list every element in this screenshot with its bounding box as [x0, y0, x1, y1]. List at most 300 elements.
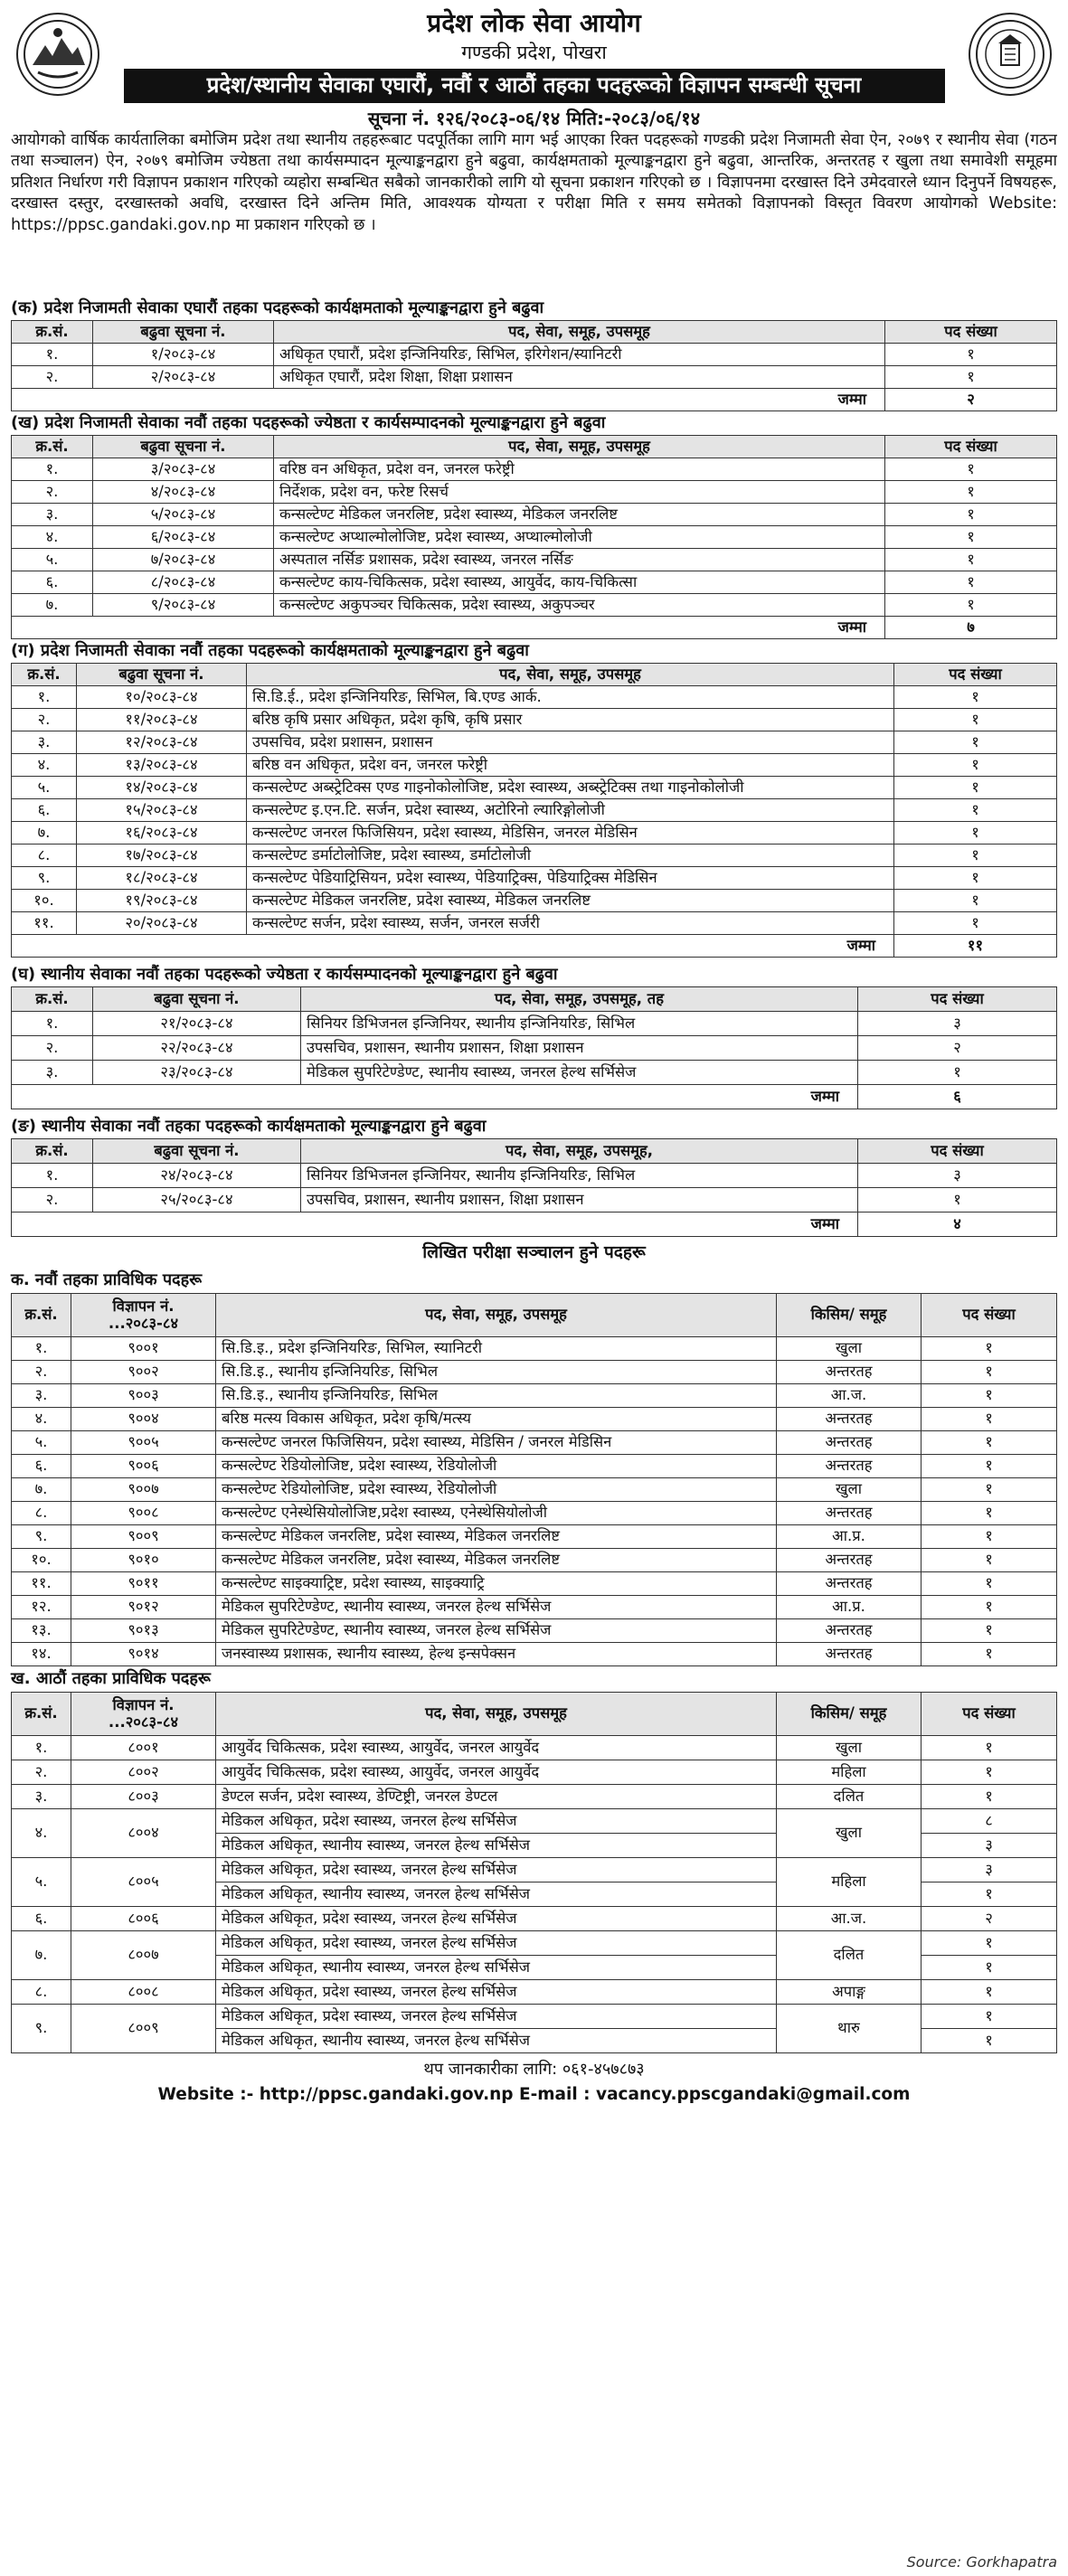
- table-row: [12, 1549, 1057, 1572]
- col-header: क्र.सं.: [12, 664, 77, 686]
- notice-no-cell: ५/२०८३-८४: [93, 504, 274, 526]
- serial-cell: २.: [12, 709, 77, 731]
- count-cell: १: [894, 777, 1057, 799]
- col-header: किसिम/ समूह: [777, 1693, 922, 1736]
- adv-no-cell: ९०१२: [71, 1596, 216, 1619]
- section-kha-table: [11, 435, 1057, 639]
- type-cell: महिला: [777, 1760, 922, 1785]
- table-row: [12, 822, 1057, 845]
- total-row: [12, 935, 1057, 958]
- org-name: प्रदेश लोक सेवा आयोग: [427, 8, 641, 38]
- table-row: [12, 594, 1057, 617]
- total-label: जम्मा: [12, 389, 885, 411]
- count-cell: १: [894, 867, 1057, 890]
- adv-no-cell: ९००२: [71, 1361, 216, 1384]
- table-row: [12, 1643, 1057, 1666]
- contact-phone: थप जानकारीका लागि: ०६१-४५७८७३: [423, 2060, 645, 2079]
- serial-cell: ८.: [12, 1980, 71, 2005]
- commission-seal-icon: [969, 13, 1052, 96]
- count-cell: १: [894, 890, 1057, 912]
- footer: [11, 2057, 1057, 2108]
- post-cell: कन्सल्टेण्ट मेडिकल जनरलिष्ट, प्रदेश स्वास्थ्य, मेडिकल जनरलिष्ट: [274, 504, 885, 526]
- adv-no-cell: ९००३: [71, 1384, 216, 1408]
- adv-no-cell: ८००१: [71, 1736, 216, 1760]
- table-header-row: [12, 664, 1057, 686]
- post-cell: कन्सल्टेण्ट अब्स्ट्रेटिक्स एण्ड गाइनोकोलोजिष्ट, प्रदेश स्वास्थ्य, अब्स्ट्रेटिक्स तथा गाइनोकोलोजी: [247, 777, 894, 799]
- notice-no-cell: २४/२०८३-८४: [93, 1164, 301, 1188]
- total-row: [12, 389, 1057, 411]
- col-header: विज्ञापन नं. ...२०८३-८४: [71, 1693, 216, 1736]
- table-row: [12, 890, 1057, 912]
- serial-cell: १.: [12, 1736, 71, 1760]
- serial-cell: ९.: [12, 2005, 71, 2053]
- notice-no-cell: ६/२०८३-८४: [93, 526, 274, 549]
- table-row: [12, 1408, 1057, 1431]
- table-row: [12, 1036, 1057, 1061]
- post-cell: आयुर्वेद चिकित्सक, प्रदेश स्वास्थ्य, आयुर्वेद, जनरल आयुर्वेद: [216, 1736, 777, 1760]
- source-credit: Source: Gorkhapatra: [906, 2553, 1057, 2571]
- serial-cell: १३.: [12, 1619, 71, 1643]
- serial-cell: ५.: [12, 549, 93, 571]
- adv-no-cell: ८००७: [71, 1931, 216, 1980]
- col-header: बढुवा सूचना नं.: [93, 987, 301, 1012]
- col-header: बढुवा सूचना नं.: [93, 1139, 301, 1164]
- count-cell: ३: [922, 1834, 1057, 1858]
- notice-no-cell: १९/२०८३-८४: [77, 890, 247, 912]
- col-header: पद संख्या: [922, 1693, 1057, 1736]
- adv-no-cell: ९०१४: [71, 1643, 216, 1666]
- table-header-row: [12, 1693, 1057, 1736]
- adv-no-cell: ९००८: [71, 1502, 216, 1525]
- count-cell: ३: [858, 1012, 1057, 1036]
- count-cell: १: [922, 1549, 1057, 1572]
- post-cell: सिनियर डिभिजनल इन्जिनियर, स्थानीय इन्जिनियरिङ, सिभिल: [301, 1012, 858, 1036]
- count-cell: १: [894, 731, 1057, 754]
- post-cell: सि.डि.इ., स्थानीय इन्जिनियरिङ, सिभिल: [216, 1361, 777, 1384]
- notice-number: सूचना नं. १२६/२०८३-०६/१४ मिति:-२०८३/०६/१४: [367, 108, 701, 129]
- notice-no-cell: ४/२०८३-८४: [93, 481, 274, 504]
- count-cell: १: [885, 594, 1057, 617]
- count-cell: १: [922, 1502, 1057, 1525]
- table-row: [12, 845, 1057, 867]
- serial-cell: ६.: [12, 1907, 71, 1931]
- written-exam-title: लिखित परीक्षा सञ्चालन हुने पदहरू: [422, 1242, 646, 1262]
- col-header: पद संख्या: [858, 987, 1057, 1012]
- type-cell: दलित: [777, 1785, 922, 1809]
- notice-no-cell: १५/२०८३-८४: [77, 799, 247, 822]
- col-header: पद, सेवा, समूह, उपसमूह: [274, 436, 885, 458]
- total-value: ७: [885, 617, 1057, 639]
- notice-no-cell: २५/२०८३-८४: [93, 1188, 301, 1213]
- adv-no-cell: ८००९: [71, 2005, 216, 2053]
- table-row: [12, 799, 1057, 822]
- count-cell: १: [922, 1619, 1057, 1643]
- count-cell: १: [922, 1525, 1057, 1549]
- serial-cell: १.: [12, 1337, 71, 1361]
- post-cell: अधिकृत एघारौं, प्रदेश शिक्षा, शिक्षा प्रशासन: [274, 366, 885, 389]
- count-cell: १: [922, 1408, 1057, 1431]
- notice-no-cell: ८/२०८३-८४: [93, 571, 274, 594]
- table-row: [12, 526, 1057, 549]
- type-cell: आ.ज.: [777, 1907, 922, 1931]
- serial-cell: १.: [12, 686, 77, 709]
- post-cell: मेडिकल अधिकृत, प्रदेश स्वास्थ्य, जनरल हेल्थ सर्भिसेज: [216, 1931, 777, 1956]
- type-cell: महिला: [777, 1858, 922, 1907]
- col-header: पद, सेवा, समूह, उपसमूह,: [301, 1139, 858, 1164]
- post-cell: कन्सल्टेण्ट काय-चिकित्सक, प्रदेश स्वास्थ्य, आयुर्वेद, काय-चिकित्सा: [274, 571, 885, 594]
- count-cell: १: [858, 1061, 1057, 1085]
- count-cell: १: [894, 709, 1057, 731]
- serial-cell: २.: [12, 1036, 93, 1061]
- count-cell: १: [922, 2005, 1057, 2029]
- section-gha-table: [11, 986, 1057, 1109]
- section-gha-heading: (घ) स्थानीय सेवाका नवौं तहका पदहरूको ज्येष्ठता र कार्यसम्पादनको मूल्याङ्कनद्वारा हुने बढुवा: [11, 965, 558, 984]
- post-cell: सि.डि.इ., प्रदेश इन्जिनियरिङ, सिभिल, स्यानिटरी: [216, 1337, 777, 1361]
- serial-cell: ७.: [12, 822, 77, 845]
- count-cell: १: [894, 686, 1057, 709]
- notice-no-cell: ९/२०८३-८४: [93, 594, 274, 617]
- table-header-row: [12, 321, 1057, 344]
- adv-no-cell: ९००९: [71, 1525, 216, 1549]
- count-cell: १: [885, 344, 1057, 366]
- tech8-table: [11, 1692, 1057, 2053]
- post-cell: जनस्वास्थ्य प्रशासक, स्थानीय स्वास्थ्य, हेल्थ इन्सपेक्सन: [216, 1643, 777, 1666]
- col-header: क्र.सं.: [12, 1139, 93, 1164]
- post-cell: कन्सल्टेण्ट अकुपञ्चर चिकित्सक, प्रदेश स्वास्थ्य, अकुपञ्चर: [274, 594, 885, 617]
- col-header: पद, सेवा, समूह, उपसमूह: [216, 1693, 777, 1736]
- count-cell: १: [885, 481, 1057, 504]
- col-header: क्र.सं.: [12, 1693, 71, 1736]
- serial-cell: ३.: [12, 731, 77, 754]
- post-cell: कन्सल्टेण्ट इ.एन.टि. सर्जन, प्रदेश स्वास्थ्य, अटोरिनो ल्यारिङ्गोलोजी: [247, 799, 894, 822]
- adv-no-cell: ९०१०: [71, 1549, 216, 1572]
- serial-cell: ३.: [12, 504, 93, 526]
- table-row: [12, 1061, 1057, 1085]
- post-cell: उपसचिव, प्रदेश प्रशासन, प्रशासन: [247, 731, 894, 754]
- post-cell: कन्सल्टेण्ट रेडियोलोजिष्ट, प्रदेश स्वास्थ्य, रेडियोलोजी: [216, 1478, 777, 1502]
- notice-no-cell: १६/२०८३-८४: [77, 822, 247, 845]
- adv-no-cell: ९००१: [71, 1337, 216, 1361]
- table-row: [12, 867, 1057, 890]
- count-cell: १: [922, 1736, 1057, 1760]
- serial-cell: २.: [12, 1760, 71, 1785]
- table-row: [12, 1478, 1057, 1502]
- adv-no-cell: ९००६: [71, 1455, 216, 1478]
- post-cell: कन्सल्टेण्ट सर्जन, प्रदेश स्वास्थ्य, सर्जन, जनरल सर्जरी: [247, 912, 894, 935]
- table-row: [12, 1572, 1057, 1596]
- post-cell: निर्देशक, प्रदेश वन, फरेष्ट रिसर्च: [274, 481, 885, 504]
- serial-cell: ४.: [12, 754, 77, 777]
- table-header-row: [12, 1139, 1057, 1164]
- tech9-heading: क. नवौं तहका प्राविधिक पदहरू: [11, 1270, 203, 1289]
- notice-no-cell: २२/२०८३-८४: [93, 1036, 301, 1061]
- serial-cell: ४.: [12, 526, 93, 549]
- post-cell: अस्पताल नर्सिङ प्रशासक, प्रदेश स्वास्थ्य, जनरल नर्सिङ: [274, 549, 885, 571]
- col-header: बढुवा सूचना नं.: [93, 436, 274, 458]
- table-row: [12, 912, 1057, 935]
- serial-cell: ७.: [12, 1478, 71, 1502]
- count-cell: १: [922, 1931, 1057, 1956]
- type-cell: अन्तरतह: [777, 1455, 922, 1478]
- count-cell: ३: [922, 1858, 1057, 1882]
- table-row: [12, 458, 1057, 481]
- type-cell: आ.प्र.: [777, 1525, 922, 1549]
- type-cell: आ.प्र.: [777, 1596, 922, 1619]
- table-row: [12, 1012, 1057, 1036]
- notice-no-cell: १२/२०८३-८४: [77, 731, 247, 754]
- adv-no-cell: ९०११: [71, 1572, 216, 1596]
- type-cell: अन्तरतह: [777, 1502, 922, 1525]
- count-cell: १: [922, 1785, 1057, 1809]
- serial-cell: २.: [12, 1188, 93, 1213]
- serial-cell: १.: [12, 1012, 93, 1036]
- table-row: [12, 1525, 1057, 1549]
- table-row: [12, 731, 1057, 754]
- type-cell: अन्तरतह: [777, 1549, 922, 1572]
- count-cell: १: [885, 526, 1057, 549]
- tech9-table: [11, 1293, 1057, 1666]
- col-header: पद संख्या: [885, 436, 1057, 458]
- table-row: [12, 1736, 1057, 1760]
- table-row: [12, 1337, 1057, 1361]
- count-cell: १: [922, 1643, 1057, 1666]
- notice-no-cell: १/२०८३-८४: [93, 344, 274, 366]
- serial-cell: ९.: [12, 867, 77, 890]
- intro-paragraph: आयोगको वार्षिक कार्यतालिका बमोजिम प्रदेश तथा स्थानीय तहहरूबाट पदपूर्तिका लागि माग भई आएका रिक्त पदहरूको गण्डकी प्रदेश निजामती सेवा ऐन, २०७९ र स्थानीय सेवा (गठन तथा सञ्चालन) ऐन, २०७९ बमोजिम ज्येष्ठता तथा कार्यसम्पादन मूल्याङ्कनद्वारा हुने बढुवा, कार्यक्षमताको मूल्याङ्कनद्वारा हुने बढुवा, आन्तरिक, अन्तरतह र खुला तथा समावेशी समूहमा प्रतिशत निर्धारण गरी विज्ञापन प्रकाशन गरिएको व्यहोरा सम्बन्धित सबैको जानकारीको लागि यो सूचना प्रकाशन गरिएको छ । विज्ञापनमा दरखास्त दिने उमेदवारले ध्यान दिनुपर्ने विषयहरू, दरखास्त दस्तुर, दरखास्तको अवधि, दरखास्त दिने अन्तिम मिति, आवश्यक योग्यता र परीक्षा मिति र समय समेतको विज्ञापनको विस्तृत विवरण आयोगको Website: https://ppsc.gandaki.gov.np मा प्रकाशन गरिएको छ ।: [11, 131, 1057, 234]
- notice-no-cell: १०/२०८३-८४: [77, 686, 247, 709]
- type-cell: अन्तरतह: [777, 1643, 922, 1666]
- table-header-row: [12, 1294, 1057, 1337]
- table-row: [12, 1980, 1057, 2005]
- col-header: बढुवा सूचना नं.: [77, 664, 247, 686]
- serial-cell: १०.: [12, 890, 77, 912]
- total-value: २: [885, 389, 1057, 411]
- post-cell: कन्सल्टेण्ट रेडियोलोजिष्ट, प्रदेश स्वास्थ्य, रेडियोलोजी: [216, 1455, 777, 1478]
- adv-no-cell: ८००५: [71, 1858, 216, 1907]
- total-value: ११: [894, 935, 1057, 958]
- serial-cell: ३.: [12, 1785, 71, 1809]
- post-cell: बरिष्ठ वन अधिकृत, प्रदेश वन, जनरल फरेष्ट्री: [247, 754, 894, 777]
- col-header: क्र.सं.: [12, 987, 93, 1012]
- table-row: [12, 1502, 1057, 1525]
- type-cell: दलित: [777, 1931, 922, 1980]
- serial-cell: ६.: [12, 1455, 71, 1478]
- table-row: [12, 1931, 1057, 1956]
- notice-no-cell: २३/२०८३-८४: [93, 1061, 301, 1085]
- col-header: पद संख्या: [858, 1139, 1057, 1164]
- adv-no-cell: ८००२: [71, 1760, 216, 1785]
- table-row: [12, 344, 1057, 366]
- post-cell: आयुर्वेद चिकित्सक, प्रदेश स्वास्थ्य, आयुर्वेद, जनरल आयुर्वेद: [216, 1760, 777, 1785]
- count-cell: १: [922, 1337, 1057, 1361]
- type-cell: अन्तरतह: [777, 1431, 922, 1455]
- serial-cell: २.: [12, 1361, 71, 1384]
- adv-no-cell: ८००४: [71, 1809, 216, 1858]
- post-cell: बरिष्ठ मत्स्य विकास अधिकृत, प्रदेश कृषि/मत्स्य: [216, 1408, 777, 1431]
- contact-web-email: Website :- http://ppsc.gandaki.gov.np E-mail : vacancy.ppscgandaki@gmail.com: [157, 2085, 911, 2104]
- table-row: [12, 1785, 1057, 1809]
- post-cell: मेडिकल अधिकृत, स्थानीय स्वास्थ्य, जनरल हेल्थ सर्भिसेज: [216, 1834, 777, 1858]
- serial-cell: १४.: [12, 1643, 71, 1666]
- notice-no-cell: १३/२०८३-८४: [77, 754, 247, 777]
- post-cell: मेडिकल अधिकृत, प्रदेश स्वास्थ्य, जनरल हेल्थ सर्भिसेज: [216, 1858, 777, 1882]
- notice-no-cell: १४/२०८३-८४: [77, 777, 247, 799]
- post-cell: मेडिकल अधिकृत, स्थानीय स्वास्थ्य, जनरल हेल्थ सर्भिसेज: [216, 2029, 777, 2053]
- table-row: [12, 686, 1057, 709]
- table-row: [12, 481, 1057, 504]
- count-cell: १: [922, 1431, 1057, 1455]
- post-cell: मेडिकल अधिकृत, प्रदेश स्वास्थ्य, जनरल हेल्थ सर्भिसेज: [216, 2005, 777, 2029]
- post-cell: अधिकृत एघारौं, प्रदेश इन्जिनियरिङ, सिभिल, इरिगेशन/स्यानिटरी: [274, 344, 885, 366]
- table-row: [12, 754, 1057, 777]
- total-value: ६: [858, 1085, 1057, 1109]
- table-row: [12, 1164, 1057, 1188]
- col-header: क्र.सं.: [12, 321, 93, 344]
- type-cell: खुला: [777, 1809, 922, 1858]
- serial-cell: ५.: [12, 777, 77, 799]
- post-cell: कन्सल्टेण्ट पेडियाट्रिसियन, प्रदेश स्वास्थ्य, पेडियाट्रिक्स, पेडियाट्रिक्स मेडिसिन: [247, 867, 894, 890]
- total-value: ४: [858, 1213, 1057, 1237]
- section-nga-heading: (ङ) स्थानीय सेवाका नवौं तहका पदहरूको कार्यक्षमताको मूल्याङ्कनद्वारा हुने बढुवा: [11, 1117, 487, 1136]
- post-cell: मेडिकल सुपरिटेण्डेण्ट, स्थानीय स्वास्थ्य, जनरल हेल्थ सर्भिसेज: [301, 1061, 858, 1085]
- count-cell: १: [922, 2029, 1057, 2053]
- table-header-row: [12, 436, 1057, 458]
- total-row: [12, 1213, 1057, 1237]
- table-row: [12, 504, 1057, 526]
- serial-cell: ११.: [12, 1572, 71, 1596]
- post-cell: कन्सल्टेण्ट जनरल फिजिसियन, प्रदेश स्वास्थ्य, मेडिसिन, जनरल मेडिसिन: [247, 822, 894, 845]
- count-cell: १: [894, 845, 1057, 867]
- count-cell: २: [858, 1036, 1057, 1061]
- section-ga-table: [11, 663, 1057, 958]
- adv-no-cell: ९००५: [71, 1431, 216, 1455]
- section-ka-table: [11, 320, 1057, 411]
- count-cell: १: [885, 366, 1057, 389]
- post-cell: मेडिकल अधिकृत, प्रदेश स्वास्थ्य, जनरल हेल्थ सर्भिसेज: [216, 1980, 777, 2005]
- type-cell: आ.ज.: [777, 1384, 922, 1408]
- serial-cell: ६.: [12, 799, 77, 822]
- total-row: [12, 617, 1057, 639]
- count-cell: ३: [858, 1164, 1057, 1188]
- section-kha-heading: (ख) प्रदेश निजामती सेवाका नवौं तहका पदहरूको ज्येष्ठता र कार्यसम्पादनको मूल्याङ्कनद्वारा हुने बढुवा: [11, 413, 606, 432]
- col-header: विज्ञापन नं. ...२०८३-८४: [71, 1294, 216, 1337]
- total-label: जम्मा: [12, 1085, 858, 1109]
- serial-cell: ७.: [12, 594, 93, 617]
- table-row: [12, 1809, 1057, 1834]
- count-cell: १: [922, 1478, 1057, 1502]
- post-cell: सिनियर डिभिजनल इन्जिनियर, स्थानीय इन्जिनियरिङ, सिभिल: [301, 1164, 858, 1188]
- table-row: [12, 1361, 1057, 1384]
- post-cell: बरिष्ठ कृषि प्रसार अधिकृत, प्रदेश कृषि, कृषि प्रसार: [247, 709, 894, 731]
- notice-banner: प्रदेश/स्थानीय सेवाका एघारौं, नवौं र आठौं तहका पदहरूको विज्ञापन सम्बन्धी सूचना: [124, 69, 945, 103]
- count-cell: १: [922, 1384, 1057, 1408]
- notice-no-cell: ७/२०८३-८४: [93, 549, 274, 571]
- serial-cell: ९.: [12, 1525, 71, 1549]
- col-header: पद, सेवा, समूह, उपसमूह: [247, 664, 894, 686]
- serial-cell: ३.: [12, 1384, 71, 1408]
- col-header: पद, सेवा, समूह, उपसमूह: [274, 321, 885, 344]
- notice-no-cell: १८/२०८३-८४: [77, 867, 247, 890]
- count-cell: १: [922, 1956, 1057, 1980]
- notice-no-cell: १७/२०८३-८४: [77, 845, 247, 867]
- type-cell: अन्तरतह: [777, 1572, 922, 1596]
- col-header: क्र.सं.: [12, 436, 93, 458]
- count-cell: १: [894, 754, 1057, 777]
- count-cell: १: [885, 571, 1057, 594]
- serial-cell: १०.: [12, 1549, 71, 1572]
- notice-no-cell: २/२०८३-८४: [93, 366, 274, 389]
- count-cell: १: [922, 1760, 1057, 1785]
- total-label: जम्मा: [12, 935, 894, 958]
- post-cell: सि.डि.इ., स्थानीय इन्जिनियरिङ, सिभिल: [216, 1384, 777, 1408]
- table-row: [12, 1188, 1057, 1213]
- post-cell: कन्सल्टेण्ट मेडिकल जनरलिष्ट, प्रदेश स्वास्थ्य, मेडिकल जनरलिष्ट: [247, 890, 894, 912]
- table-row: [12, 1455, 1057, 1478]
- type-cell: अन्तरतह: [777, 1408, 922, 1431]
- table-row: [12, 1431, 1057, 1455]
- section-ga-heading: (ग) प्रदेश निजामती सेवाका नवौं तहका पदहरूको कार्यक्षमताको मूल्याङ्कनद्वारा हुने बढुवा: [11, 641, 529, 660]
- adv-no-cell: ८००८: [71, 1980, 216, 2005]
- count-cell: २: [922, 1907, 1057, 1931]
- serial-cell: १.: [12, 344, 93, 366]
- serial-cell: ५.: [12, 1858, 71, 1907]
- post-cell: मेडिकल अधिकृत, प्रदेश स्वास्थ्य, जनरल हेल्थ सर्भिसेज: [216, 1907, 777, 1931]
- post-cell: मेडिकल अधिकृत, स्थानीय स्वास्थ्य, जनरल हेल्थ सर्भिसेज: [216, 1882, 777, 1907]
- header: [11, 5, 1057, 103]
- type-cell: अपाङ्ग: [777, 1980, 922, 2005]
- serial-cell: १.: [12, 458, 93, 481]
- post-cell: मेडिकल अधिकृत, प्रदेश स्वास्थ्य, जनरल हेल्थ सर्भिसेज: [216, 1809, 777, 1834]
- serial-cell: ४.: [12, 1408, 71, 1431]
- table-row: [12, 777, 1057, 799]
- serial-cell: ११.: [12, 912, 77, 935]
- post-cell: सि.डि.ई., प्रदेश इन्जिनियरिङ, सिभिल, बि.एण्ड आर्क.: [247, 686, 894, 709]
- type-cell: अन्तरतह: [777, 1619, 922, 1643]
- post-cell: कन्सल्टेण्ट साइक्याट्रिष्ट, प्रदेश स्वास्थ्य, साइक्याट्रि: [216, 1572, 777, 1596]
- notice-no-cell: २१/२०८३-८४: [93, 1012, 301, 1036]
- table-row: [12, 366, 1057, 389]
- table-row: [12, 709, 1057, 731]
- section-nga-table: [11, 1138, 1057, 1237]
- adv-no-cell: ८००६: [71, 1907, 216, 1931]
- col-header: किसिम/ समूह: [777, 1294, 922, 1337]
- type-cell: अन्तरतह: [777, 1361, 922, 1384]
- table-row: [12, 1619, 1057, 1643]
- count-cell: १: [922, 1455, 1057, 1478]
- table-row: [12, 1858, 1057, 1882]
- table-row: [12, 549, 1057, 571]
- count-cell: १: [922, 1572, 1057, 1596]
- org-sub: गण्डकी प्रदेश, पोखरा: [461, 42, 607, 63]
- post-cell: डेण्टल सर्जन, प्रदेश स्वास्थ्य, डेण्टिष्ट्री, जनरल डेण्टल: [216, 1785, 777, 1809]
- post-cell: कन्सल्टेण्ट डर्माटोलोजिष्ट, प्रदेश स्वास्थ्य, डर्माटोलोजी: [247, 845, 894, 867]
- post-cell: वरिष्ठ वन अधिकृत, प्रदेश वन, जनरल फरेष्ट्री: [274, 458, 885, 481]
- section-ka-heading: (क) प्रदेश निजामती सेवाका एघारौं तहका पदहरूको कार्यक्षमताको मूल्याङ्कनद्वारा हुने बढुवा: [11, 298, 544, 317]
- adv-no-cell: ९०१३: [71, 1619, 216, 1643]
- col-header: पद संख्या: [922, 1294, 1057, 1337]
- count-cell: १: [885, 549, 1057, 571]
- count-cell: १: [858, 1188, 1057, 1213]
- serial-cell: ४.: [12, 1809, 71, 1858]
- adv-no-cell: ९००४: [71, 1408, 216, 1431]
- col-header: पद, सेवा, समूह, उपसमूह: [216, 1294, 777, 1337]
- serial-cell: १.: [12, 1164, 93, 1188]
- count-cell: १: [922, 1596, 1057, 1619]
- serial-cell: ८.: [12, 845, 77, 867]
- col-header: पद, सेवा, समूह, उपसमूह, तह: [301, 987, 858, 1012]
- post-cell: कन्सल्टेण्ट जनरल फिजिसियन, प्रदेश स्वास्थ्य, मेडिसिन / जनरल मेडिसिन: [216, 1431, 777, 1455]
- notice-no-cell: ११/२०८३-८४: [77, 709, 247, 731]
